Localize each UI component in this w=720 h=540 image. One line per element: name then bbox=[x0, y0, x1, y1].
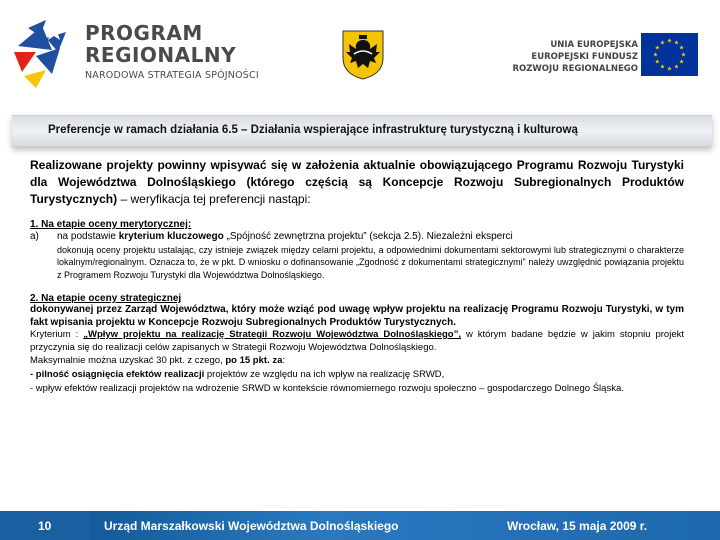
main-content bbox=[30, 157, 684, 396]
eu-line-2: EUROPEJSKI FUNDUSZ bbox=[531, 52, 638, 62]
footer-bar bbox=[0, 511, 720, 540]
program-regionalny-text bbox=[85, 22, 259, 81]
eu-star-icon: ★ bbox=[673, 40, 680, 47]
intro-paragraph bbox=[30, 157, 684, 208]
lower-silesia-coat-of-arms-icon bbox=[342, 30, 384, 80]
eu-star-icon: ★ bbox=[680, 52, 687, 59]
title-banner bbox=[12, 115, 712, 147]
item-marker: a) bbox=[30, 231, 39, 242]
eu-star-icon: ★ bbox=[654, 45, 661, 52]
max-points-line bbox=[30, 354, 684, 368]
program-regionalny-logo bbox=[10, 18, 270, 98]
footer-date: Wrocław, 15 maja 2009 r. bbox=[507, 519, 648, 533]
max-bold: po 15 pkt. za bbox=[225, 355, 283, 366]
max-pre: Maksymalnie można uzyskać 30 pkt. z czego, bbox=[30, 355, 226, 366]
section-1-continuation: dokonują oceny projektu ustalając, czy istnieje związek między celami projektu, a odpowiednimi dokumentami sektorowymi lub strategicznymi o charakterze lokalnym/regionalnym. Oznacza to, że w pkt. D wniosku o dofinansowanie „Zgodność z dokumentami strategicznymi” należy uwzględnić powiązania projektu z Programem Rozwoju Turystyki dla Województwa Dolnośląskiego. bbox=[57, 244, 684, 280]
section-2-bold-paragraph: dokonywanej przez Zarząd Województwa, który może wziąć pod uwagę wpływ projektu na realizację Programu Rozwoju Turystyki, w tym fakt wpisania projektu w Koncepcje Rozwoju Subregionalnych Produktów Turystycznych. bbox=[30, 304, 684, 328]
bullet-1 bbox=[30, 368, 684, 382]
bullet-2: - wpływ efektów realizacji projektów na wdrożenie SRWD w kontekście równomiernego rozwoju społeczno – gospodarczego Dolnego Śląska. bbox=[30, 383, 624, 394]
criterion-name: „Wpływ projektu na realizację Strategii Rozwoju Województwa Dolnośląskiego”, bbox=[83, 329, 461, 340]
header bbox=[0, 0, 720, 110]
bullet-1-rest: projektów ze względu na ich wpływ na realizację SRWD, bbox=[204, 369, 445, 380]
logo-line-regionalny: REGIONALNY bbox=[85, 43, 237, 67]
section-1-item-a bbox=[30, 230, 684, 244]
eu-star-icon: ★ bbox=[652, 52, 659, 59]
criterion-paragraph bbox=[30, 329, 684, 354]
eu-star-icon: ★ bbox=[659, 40, 666, 47]
item-a-post: „Spójność zewnętrzna projektu” (sekcja 2.5). Niezależni eksperci bbox=[223, 231, 513, 242]
intro-bold: Realizowane projekty powinny wpisywać się w założenia aktualnie obowiązującego Programu Rozwoju Turystyki dla Województwa Dolnośląskiego (którego częścią są Koncepcje Rozwoju Subregionalnych Produktów Turystycznych) bbox=[30, 158, 684, 206]
bullet-1-bold: - pilność osiągnięcia efektów realizacji bbox=[30, 369, 205, 380]
eu-star-icon: ★ bbox=[678, 45, 685, 52]
eu-star-icon: ★ bbox=[666, 38, 673, 45]
criterion-label: Kryterium : bbox=[30, 329, 84, 340]
eu-flag-icon bbox=[641, 33, 698, 76]
logo-line-nss: NARODOWA STRATEGIA SPÓJNOŚCI bbox=[85, 70, 259, 81]
eu-star-icon: ★ bbox=[666, 66, 673, 73]
eu-line-3: ROZWOJU REGIONALNEGO bbox=[512, 64, 638, 74]
item-a-bold: kryterium kluczowego bbox=[118, 231, 224, 242]
criterion-rest: w którym badane będzie w jakim stopniu projekt przyczynia się do realizacji celów zapisanych w Strategii Rozwoju Województwa Dolnośląskiego. bbox=[30, 329, 684, 353]
eu-star-icon: ★ bbox=[654, 59, 661, 66]
section-2-heading: 2. Na etapie oceny strategicznej bbox=[30, 293, 182, 304]
eu-logo-text bbox=[500, 39, 638, 75]
eu-star-icon: ★ bbox=[659, 64, 666, 71]
intro-rest: – weryfikacja tej preferencji nastąpi: bbox=[117, 192, 311, 206]
eu-line-1: UNIA EUROPEJSKA bbox=[550, 40, 638, 50]
eu-star-icon: ★ bbox=[678, 59, 685, 66]
program-regionalny-emblem-icon bbox=[10, 18, 78, 90]
item-a-pre: na podstawie bbox=[57, 231, 119, 242]
page-number: 10 bbox=[38, 519, 52, 533]
logo-line-program: PROGRAM bbox=[85, 21, 203, 45]
section-1-heading: 1. Na etapie oceny merytorycznej: bbox=[30, 219, 192, 230]
eu-star-icon: ★ bbox=[673, 64, 680, 71]
item-a-first-line bbox=[57, 230, 684, 244]
banner-title: Preferencje w ramach działania 6.5 – Działania wspierające infrastrukturę turystyczną i kulturową bbox=[48, 124, 578, 136]
footer-organization: Urząd Marszałkowski Województwa Dolnośląskiego bbox=[104, 519, 399, 533]
max-post: : bbox=[282, 355, 286, 366]
